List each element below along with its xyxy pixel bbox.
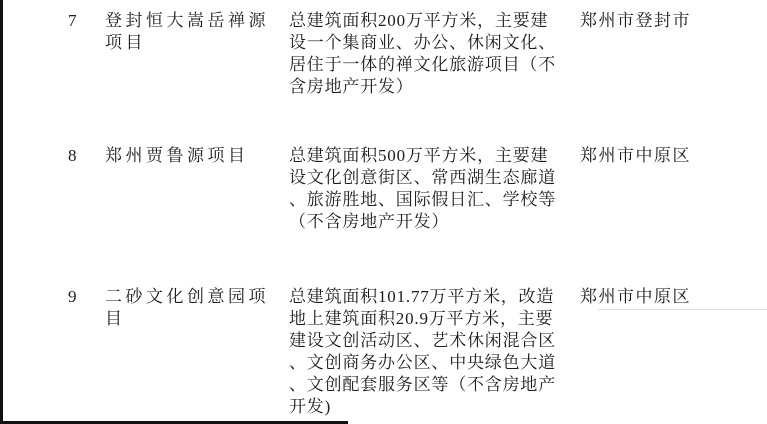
project-description-line: 居住于一体的禅文化旅游项目（不	[289, 55, 556, 74]
table-row	[0, 10, 767, 98]
project-description-line: 、文创商务办公区、中央绿色大道	[289, 353, 556, 372]
project-description	[289, 10, 571, 98]
row-number: 7	[68, 11, 77, 30]
table-row	[0, 145, 767, 233]
project-location: 郑州市中原区	[580, 287, 691, 306]
project-location: 郑州市登封市	[580, 11, 691, 30]
project-description-line: 含房地产开发）	[289, 77, 414, 96]
project-description	[289, 286, 571, 418]
project-description-line: 地上建筑面积20.9万平方米，主要	[289, 309, 554, 328]
project-description-line: 、旅游胜地、国际假日汇、学校等	[289, 190, 556, 209]
project-location: 郑州市中原区	[580, 146, 691, 165]
row-number: 9	[68, 287, 77, 306]
project-description	[289, 145, 571, 233]
project-description-line: 总建筑面积200万平方米，主要建	[289, 11, 549, 30]
project-description-line: 设一个集商业、办公、休闲文化、	[289, 33, 556, 52]
project-description-line: 、文创配套服务区等（不含房地产	[289, 375, 556, 394]
project-description-line: 总建筑面积101.77万平方米，改造	[289, 287, 555, 306]
table-row	[0, 286, 767, 418]
project-description-line: 设文化创意街区、常西湖生态廊道	[289, 168, 556, 187]
project-name-line: 郑州贾鲁源项目	[105, 146, 249, 165]
project-name	[105, 10, 285, 54]
project-description-line: （不含房地产开发）	[289, 212, 450, 231]
project-name	[105, 286, 285, 330]
project-name-line: 二砂文化创意园项	[105, 287, 269, 306]
project-name-line: 项目	[105, 33, 146, 52]
project-description-line: 建设文创活动区、艺术休闲混合区	[289, 331, 556, 350]
project-name	[105, 145, 285, 167]
row-number: 8	[68, 146, 77, 165]
project-name-line: 登封恒大嵩岳禅源	[105, 11, 269, 30]
project-description-line: 总建筑面积500万平方米，主要建	[289, 146, 549, 165]
project-name-line: 目	[105, 309, 126, 328]
project-description-line: 开发)	[289, 397, 332, 416]
